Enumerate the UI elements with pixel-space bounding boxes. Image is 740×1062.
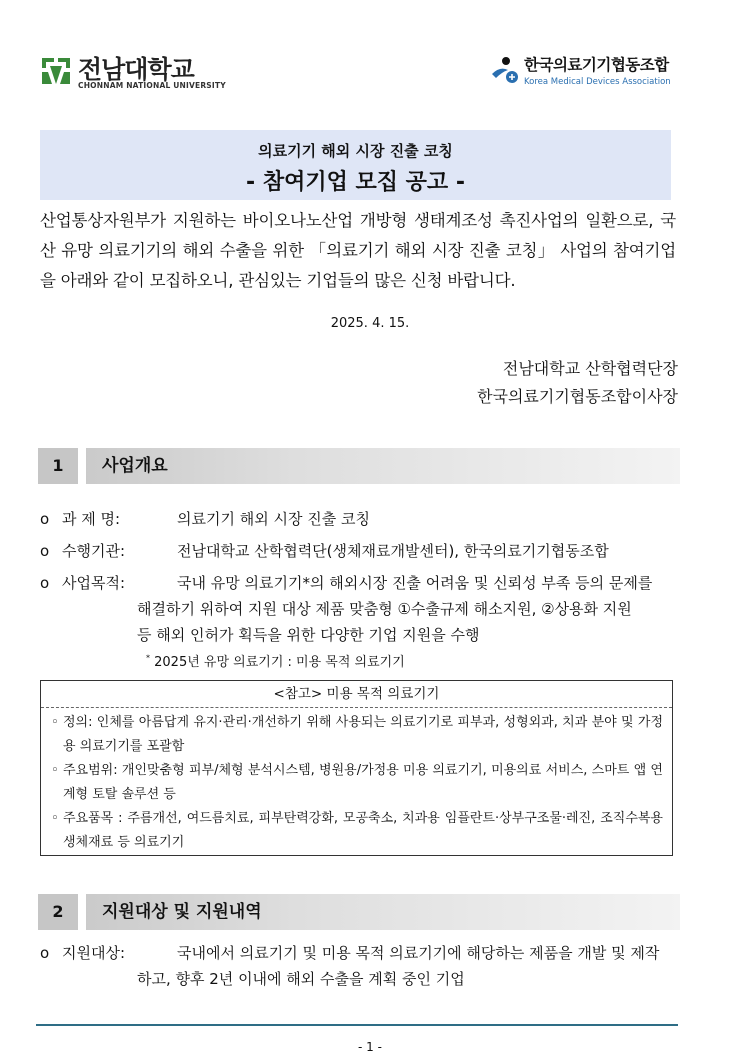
footer-divider	[36, 1024, 678, 1026]
purpose-continuation-2: 등 해외 인허가 획득을 위한 다양한 기업 지원을 수행	[137, 626, 480, 644]
reference-text: 정의: 인체를 아름답게 유지·관리·개선하기 위해 사용되는 의료기기로 피부과, 성형외과, 치과 분야 및 가정용 의료기기를 포괄함	[63, 715, 663, 754]
issuer-1: 전남대학교 산학협력단장	[502, 359, 678, 378]
section-2-header	[38, 894, 680, 930]
title-line2: - 참여기업 모집 공고 -	[246, 170, 465, 195]
section-2-number: 2	[38, 894, 78, 930]
bullet: ◦	[51, 763, 59, 778]
list-item-organizations	[40, 538, 680, 564]
item-value: 국내에서 의료기기 및 미용 목적 의료기기에 해당하는 제품을 개발 및 제작	[177, 944, 660, 962]
cnu-logo	[40, 50, 226, 94]
section-2-label: 지원대상 및 지원내역	[102, 902, 262, 922]
bullet: o	[40, 944, 50, 962]
cnu-emblem-icon	[40, 54, 72, 86]
section-1-number: 1	[38, 448, 78, 484]
target-continuation: 하고, 향후 2년 이내에 해외 수출을 계획 중인 기업	[137, 970, 465, 988]
list-item-purpose	[40, 570, 680, 596]
intro-paragraph: 산업통상자원부가 지원하는 바이오나노산업 개방형 생태계조성 촉진사업의 일환으로, 국산 유망 의료기기의 해외 수출을 위한 「의료기기 해외 시장 진출 코칭」 사업의 참여기업을 아래와 같이 모집하오니, 관심있는 기업들의 많은 신청 바랍니다.	[40, 211, 676, 290]
kmdc-logo	[488, 50, 688, 94]
kmdc-emblem-icon	[488, 52, 524, 88]
bullet: ◦	[51, 715, 59, 730]
title-line1: 의료기기 해외 시장 진출 코칭	[258, 142, 453, 160]
announcement-date: 2025. 4. 15.	[330, 316, 410, 331]
title-box	[40, 130, 671, 200]
purpose-continuation-1: 해결하기 위하여 지원 대상 제품 맞춤형 ①수출규제 해소지원, ②상용화 지원	[137, 600, 632, 618]
item-key: 수행기관:	[62, 542, 126, 560]
item-value: 전남대학교 산학협력단(생체재료개발센터), 한국의료기기협동조합	[177, 542, 609, 560]
list-item-project-name	[40, 506, 680, 532]
section-1-header	[38, 448, 680, 484]
kmdc-subtitle: Korea Medical Devices Association	[524, 77, 671, 87]
bullet: ◦	[51, 811, 59, 826]
cnu-name: 전남대학교	[78, 55, 194, 84]
issuer-2: 한국의료기기협동조합이사장	[477, 387, 678, 406]
list-item-target	[40, 940, 680, 966]
item-key: 과 제 명:	[62, 510, 121, 528]
bullet: o	[40, 510, 50, 528]
footnote	[146, 651, 405, 670]
reference-heading: <참고> 미용 목적 의료기기	[41, 681, 672, 708]
section-1-label: 사업개요	[102, 456, 168, 476]
page-number: - 1 -	[358, 1040, 382, 1054]
kmdc-name: 한국의료기기협동조합	[524, 56, 669, 74]
reference-box	[40, 680, 673, 856]
item-key: 지원대상:	[62, 944, 126, 962]
reference-text: 주요범위: 개인맞춤형 피부/체형 분석시스템, 병원용/가정용 미용 의료기기, 미용의료 서비스, 스마트 앱 연계형 토탈 솔루션 등	[63, 763, 663, 802]
item-key: 사업목적:	[62, 574, 126, 592]
reference-text: 주요품목 : 주름개선, 여드름치료, 피부탄력강화, 모공축소, 치과용 임플란트·상부구조물·레진, 조직수복용생체재료 등 의료기기	[63, 811, 663, 850]
item-value: 국내 유망 의료기기*의 해외시장 진출 어려움 및 신뢰성 부족 등의 문제를	[177, 574, 653, 592]
footnote-mark: *	[146, 653, 150, 663]
cnu-subtitle: CHONNAM NATIONAL UNIVERSITY	[78, 81, 226, 90]
item-value: 의료기기 해외 시장 진출 코칭	[177, 510, 370, 528]
bullet: o	[40, 542, 50, 560]
footnote-text: 2025년 유망 의료기기 : 미용 목적 의료기기	[150, 655, 405, 670]
bullet: o	[40, 574, 50, 592]
